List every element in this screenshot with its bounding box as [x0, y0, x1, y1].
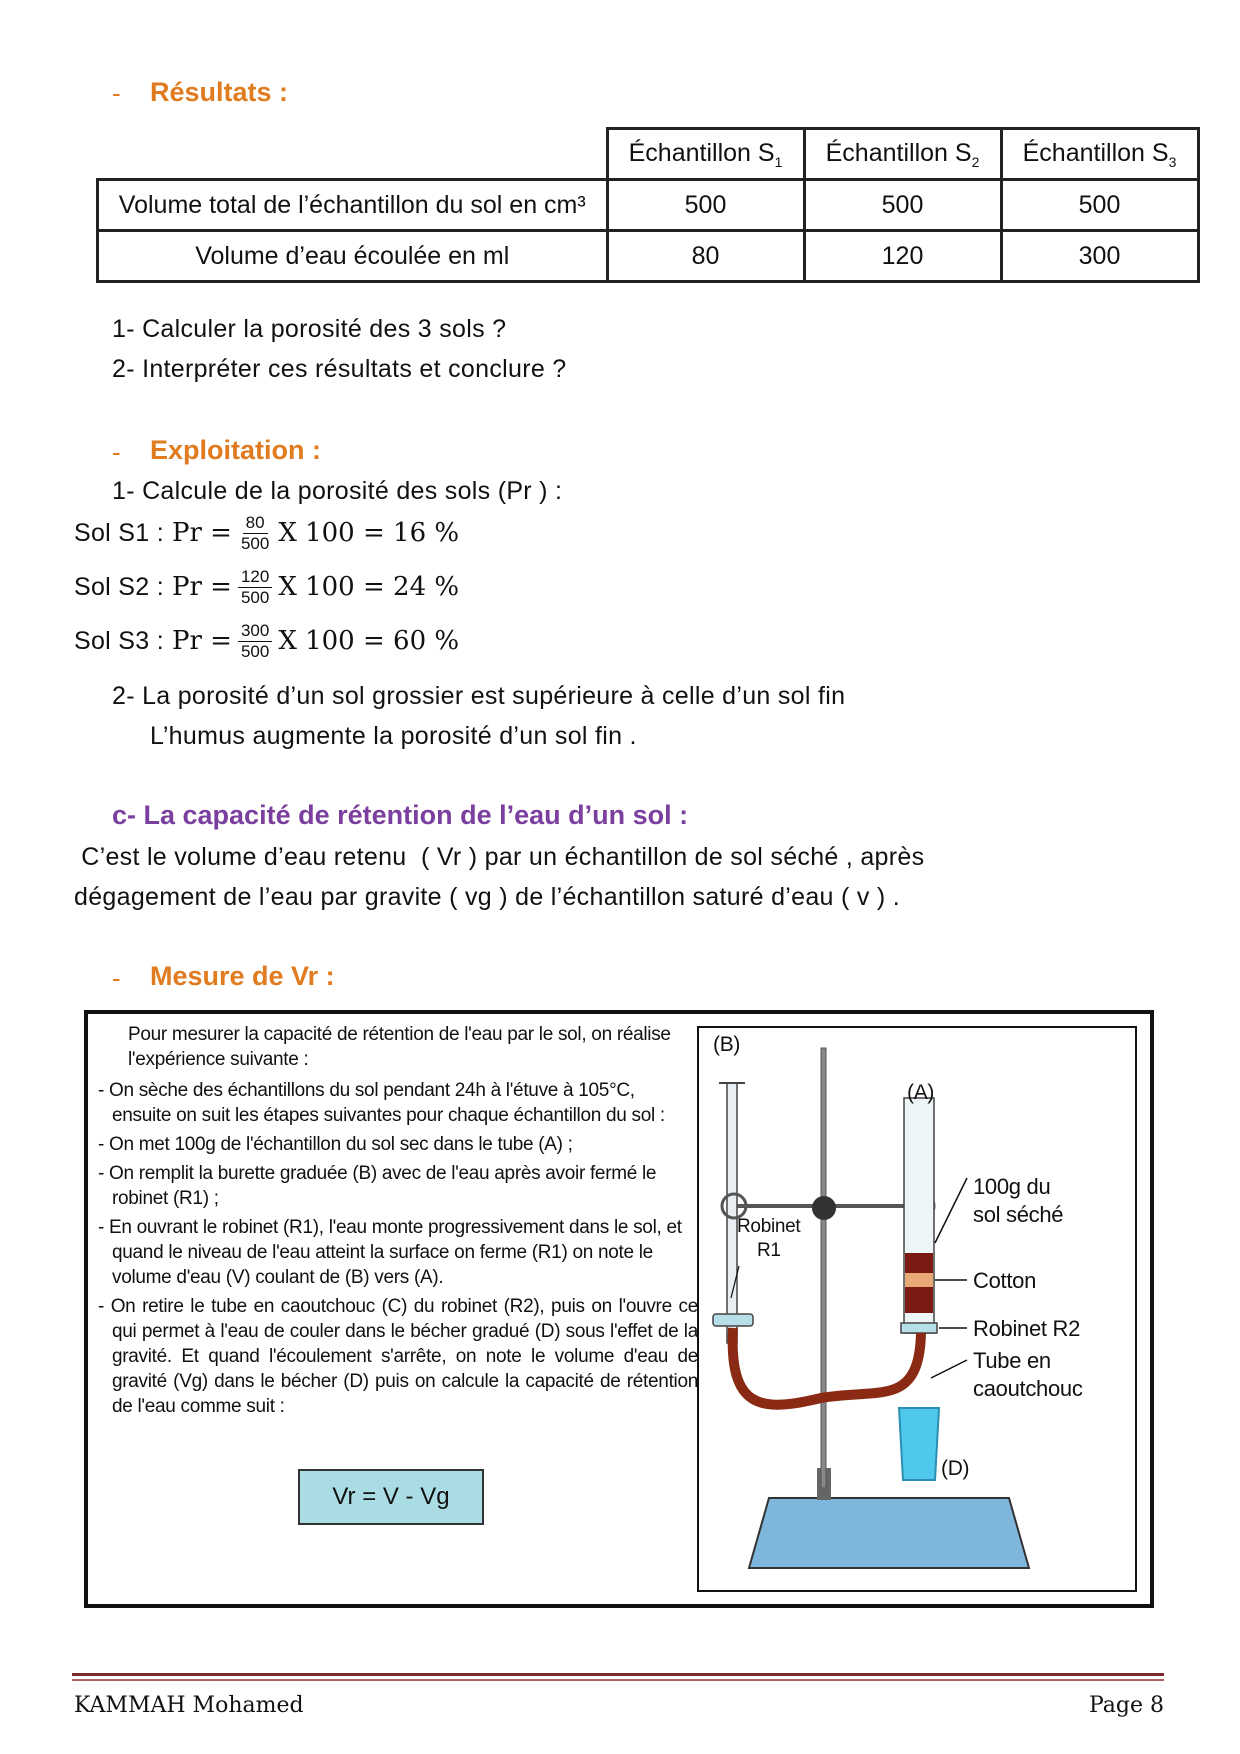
- table-row: [98, 180, 1199, 231]
- results-heading: Résultats :: [150, 77, 289, 107]
- label-b: (B): [713, 1033, 741, 1056]
- label-robinet-r1-line2: R1: [757, 1240, 781, 1261]
- label-a: (A): [907, 1081, 935, 1104]
- label-tube-line2: caoutchouc: [973, 1376, 1083, 1401]
- table-header-cell: Échantillon $S_1$: [607, 129, 804, 180]
- label-robinet-r2: Robinet R2: [973, 1316, 1081, 1341]
- label-robinet-r1-line1: Robinet: [737, 1216, 801, 1237]
- sol-label: Sol S1 :: [74, 518, 164, 547]
- table-row-label: Volume d’eau écoulée en ml: [98, 231, 608, 282]
- sol-s2-formula: [74, 562, 459, 612]
- sol-s3-formula: [74, 616, 459, 666]
- beaker-d: [899, 1408, 939, 1480]
- bullet-dash: -: [112, 78, 121, 108]
- bullet-dash: -: [112, 963, 121, 993]
- table-cell: 300: [1001, 231, 1198, 282]
- conclusion-2: L’humus augmente la porosité d’un sol fin .: [150, 722, 637, 750]
- stand-base: [749, 1498, 1029, 1568]
- experiment-figure: [84, 1010, 1154, 1608]
- label-tube-line1: Tube en: [973, 1348, 1051, 1373]
- table-cell: 500: [607, 180, 804, 231]
- footer-author: KAMMAH Mohamed: [74, 1693, 304, 1718]
- exploitation-heading: Exploitation :: [150, 435, 321, 465]
- fraction: $\frac{120}{500}$: [238, 567, 272, 608]
- question-1: 1- Calculer la porosité des 3 sols ?: [112, 315, 507, 343]
- label-sol-line1: 100g du: [973, 1174, 1051, 1199]
- exploitation-intro: 1- Calcule de la porosité des sols (Pr ) :: [112, 477, 563, 505]
- retention-heading: c- La capacité de rétention de l’eau d’un sol :: [112, 800, 689, 830]
- robinet-r1: [713, 1314, 753, 1326]
- formula-result: X 100 = 24 %: [278, 572, 460, 602]
- label-d: (D): [941, 1457, 970, 1480]
- table-row: [98, 231, 1199, 282]
- cotton: [905, 1273, 933, 1287]
- sol-label: Sol S3 :: [74, 626, 164, 655]
- label-cotton: Cotton: [973, 1268, 1037, 1293]
- sol-s1-formula: [74, 508, 459, 558]
- figure-text: [98, 1022, 698, 1419]
- table-header-cell: Échantillon $S_2$: [804, 129, 1001, 180]
- retention-definition-2: dégagement de l’eau par gravite ( vg ) de l’échantillon saturé d’eau ( v ) .: [74, 883, 901, 911]
- figure-step: - On met 100g de l'échantillon du sol sec dans le tube (A) ;: [98, 1134, 573, 1155]
- results-table: [96, 127, 1200, 283]
- footer-rule: [72, 1673, 1164, 1676]
- figure-intro: Pour mesurer la capacité de rétention de l'eau par le sol, on réalise l'expérience suivante :: [128, 1024, 671, 1070]
- table-row-label: Volume total de l’échantillon du sol en cm³: [98, 180, 608, 231]
- robinet-r2: [901, 1323, 937, 1333]
- sol-label: Sol S2 :: [74, 572, 164, 601]
- retention-definition-1: C’est le volume d’eau retenu ( Vr ) par un échantillon de sol séché , après: [74, 843, 925, 871]
- table-header-cell: Échantillon $S_3$: [1001, 129, 1198, 180]
- bullet-dash: -: [112, 437, 121, 467]
- fraction: $\frac{300}{500}$: [238, 621, 272, 662]
- table-cell: 80: [607, 231, 804, 282]
- apparatus-panel: [697, 1026, 1137, 1592]
- footer-rule-thin: [72, 1679, 1164, 1681]
- figure-step: - On remplit la burette graduée (B) avec de l'eau après avoir fermé le robinet (R1) ;: [98, 1163, 657, 1209]
- pr-symbol: Pr =: [171, 518, 232, 548]
- table-cell: 500: [804, 180, 1001, 231]
- table-header-row: [98, 129, 1199, 180]
- label-sol-line2: sol séché: [973, 1202, 1064, 1227]
- conclusion-1: 2- La porosité d’un sol grossier est supérieure à celle d’un sol fin: [112, 682, 846, 710]
- figure-step: - On retire le tube en caoutchouc (C) du robinet (R2), puis on l'ouvre ce qui permet à l'eau de couler dans le bécher gradué (D) sous l'effet de la gravité. Et quand l'écoulement s'arrête, on note le volume d'eau de gravité (Vg) dans le bécher (D) puis on calcule la capacité de rétention de l'eau comme suit :: [98, 1296, 698, 1417]
- table-cell: 120: [804, 231, 1001, 282]
- stand-rod: [821, 1048, 826, 1488]
- pr-symbol: Pr =: [171, 626, 232, 656]
- figure-step: - On sèche des échantillons du sol pendant 24h à l'étuve à 105°C, ensuite on suit les étapes suivantes pour chaque échantillon du sol :: [98, 1080, 665, 1126]
- formula-box: Vr = V - Vg: [298, 1469, 484, 1525]
- figure-step: - En ouvrant le robinet (R1), l'eau monte progressivement dans le sol, et quand le niveau de l'eau atteint la surface on ferme (R1) on note le volume d'eau (V) coulant de (B) vers (A).: [98, 1217, 682, 1288]
- rubber-tube: [733, 1328, 921, 1405]
- mesure-heading: Mesure de Vr :: [150, 961, 335, 991]
- fraction: $\frac{80}{500}$: [240, 512, 270, 553]
- apparatus-drawing: [699, 1028, 1135, 1590]
- burette: [727, 1083, 737, 1343]
- pr-symbol: Pr =: [171, 572, 232, 602]
- footer-page-number: Page 8: [1088, 1693, 1164, 1718]
- formula-result: X 100 = 16 %: [278, 518, 460, 548]
- question-2: 2- Interpréter ces résultats et conclure ?: [112, 355, 567, 383]
- table-cell: 500: [1001, 180, 1198, 231]
- formula-result: X 100 = 60 %: [278, 626, 460, 656]
